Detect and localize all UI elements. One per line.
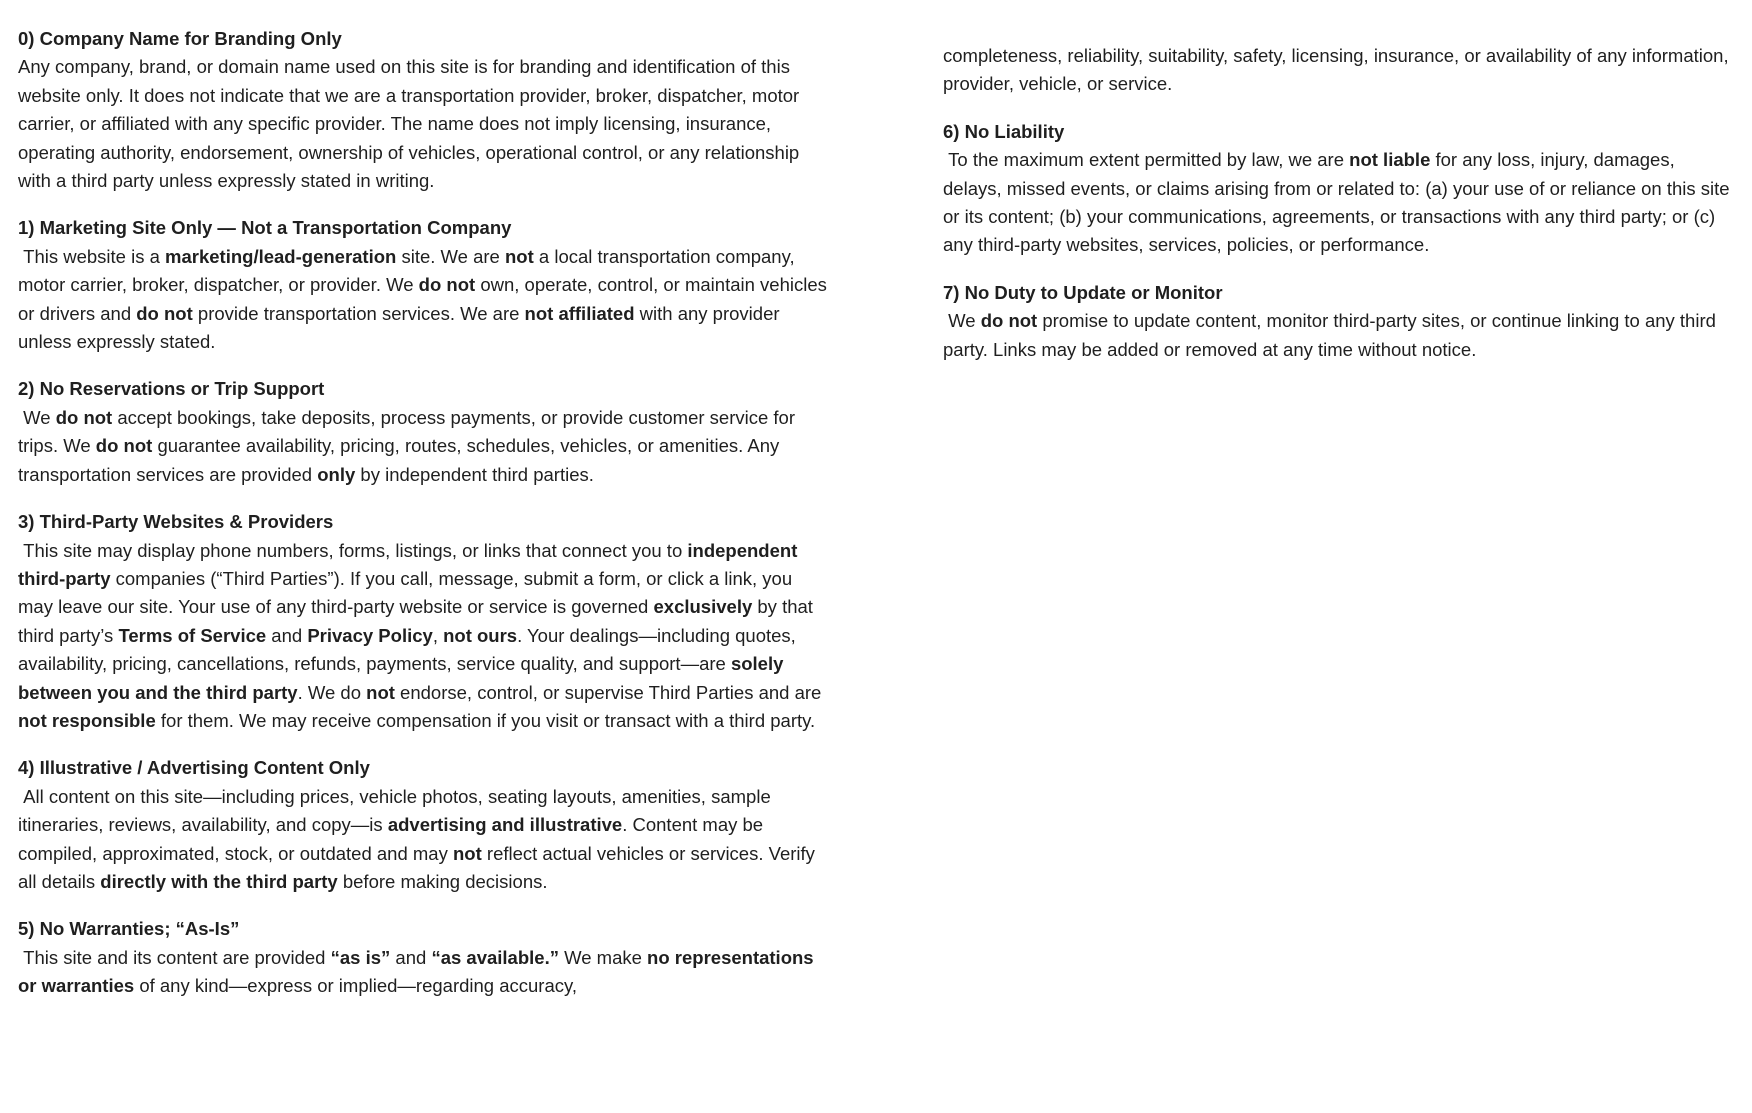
body-text: by that third party’s <box>18 596 819 646</box>
section-heading: 1) Marketing Site Only — Not a Transportation Company <box>18 217 512 239</box>
body-text: and <box>266 624 308 646</box>
emphasis-text: advertising and illustrative <box>387 814 623 836</box>
body-text: reflect actual vehicles or services. Verify all details <box>18 842 821 892</box>
body-text: site. We are <box>396 245 505 267</box>
body-text: promise to update content, monitor third-party sites, or continue linking to any third party. Links may be added or removed at any time without notice. <box>943 310 1722 360</box>
section-paragraph <box>943 146 1733 260</box>
emphasis-text: solely between you and the third party <box>18 653 789 703</box>
emphasis-text: do not <box>418 274 476 296</box>
section-paragraph <box>943 307 1733 364</box>
section-heading: 6) No Liability <box>943 120 1065 142</box>
section-heading: 0) Company Name for Branding Only <box>18 28 342 49</box>
section-heading: 5) No Warranties; “As-Is” <box>18 918 240 940</box>
emphasis-text: not ours <box>443 624 518 646</box>
emphasis-text: exclusively <box>653 596 753 618</box>
section-paragraph <box>18 783 832 897</box>
emphasis-text: directly with the third party <box>100 870 338 892</box>
body-text: To the maximum extent permitted by law, we are <box>943 149 1350 171</box>
emphasis-text: not liable <box>1349 149 1431 171</box>
body-text: endorse, control, or supervise Third Parties and are <box>394 681 827 703</box>
disclaimer-column-right <box>943 0 1733 383</box>
emphasis-text: not <box>505 245 534 267</box>
section-heading: 4) Illustrative / Advertising Content Only <box>18 757 370 779</box>
section-paragraph <box>18 53 832 195</box>
body-text: . Your dealings—including quotes, availability, pricing, cancellations, refunds, payments, service quality, and support—are <box>18 624 801 675</box>
emphasis-text: only <box>317 463 356 485</box>
body-text: This site and its content are provided <box>18 946 331 968</box>
body-text: before making decisions. <box>337 870 548 892</box>
body-text: a local transportation company, motor carrier, broker, dispatcher, or provider. We <box>18 245 800 296</box>
disclaimer-section <box>18 754 832 896</box>
emphasis-text: not <box>366 681 395 703</box>
body-text: This site may display phone numbers, forms, listings, or links that connect you to <box>18 539 688 561</box>
disclaimer-section <box>18 915 832 1000</box>
emphasis-text: “as is” <box>330 946 391 968</box>
emphasis-text: Privacy Policy <box>307 624 433 646</box>
emphasis-text: independent third-party <box>18 539 803 589</box>
body-text: This website is a <box>18 245 166 267</box>
emphasis-text: not responsible <box>18 709 156 731</box>
body-text: for any loss, injury, damages, delays, missed events, or claims arising from or related to: (a) your use of or reliance on this site or its content; (b) your communications, agreements, or transactions with any third party; or (c) any third-party websites, services, policies, or performance. <box>943 149 1735 256</box>
body-text: for them. We may receive compensation if you visit or transact with a third party. <box>155 709 816 731</box>
section-paragraph <box>18 537 832 736</box>
body-text: , <box>432 624 444 646</box>
body-text: companies (“Third Parties”). If you call, message, submit a form, or click a link, you may leave our site. Your use of any third-party website or service is governed <box>18 567 798 618</box>
emphasis-text: Terms of Service <box>118 624 267 646</box>
body-text: All content on this site—including prices, vehicle photos, seating layouts, amenities, sample itineraries, reviews, availability, and copy—is <box>18 785 776 836</box>
disclaimer-section <box>18 508 832 735</box>
emphasis-text: not affiliated <box>524 302 635 324</box>
body-text: accept bookings, take deposits, process payments, or provide customer service for trips. We <box>18 406 801 457</box>
section-heading: 7) No Duty to Update or Monitor <box>943 281 1223 303</box>
emphasis-text: do not <box>136 302 193 324</box>
body-text: by independent third parties. <box>355 463 594 485</box>
body-text: and <box>390 946 432 968</box>
body-text: of any kind—express or implied—regarding accuracy, <box>134 975 578 997</box>
disclaimer-section <box>943 42 1733 99</box>
body-text: guarantee availability, pricing, routes, schedules, vehicles, or amenities. Any transportation services are provided <box>18 435 785 485</box>
body-text: We <box>943 310 981 332</box>
emphasis-text: no representations or warranties <box>18 946 819 997</box>
body-text: own, operate, control, or maintain vehicles or drivers and <box>18 274 833 324</box>
body-text: . Content may be compiled, approximated, stock, or outdated and may <box>18 814 769 864</box>
emphasis-text: marketing/lead-generation <box>165 245 397 267</box>
emphasis-text: not <box>453 842 482 864</box>
body-text: Any company, brand, or domain name used on this site is for branding and identification of this website only. It does not indicate that we are a transportation provider, broker, dispatcher, motor carrier, or affiliated with any specific provider. The name does not imply licensing, insurance, operating authority, endorsement, ownership of vehicles, operational control, or any relationship with a third party unless expressly stated in writing. <box>18 56 805 192</box>
disclaimer-section <box>18 375 832 489</box>
body-text: completeness, reliability, suitability, safety, licensing, insurance, or availability of any information, provider, vehicle, or service. <box>943 45 1734 95</box>
emphasis-text: do not <box>95 435 153 457</box>
disclaimer-section <box>18 214 832 356</box>
emphasis-text: do not <box>980 310 1038 332</box>
body-text: We make <box>558 946 648 968</box>
disclaimer-column-left <box>18 0 832 1020</box>
emphasis-text: do not <box>55 406 113 428</box>
disclaimer-section <box>18 25 832 195</box>
body-text: We <box>18 406 56 428</box>
body-text: with any provider unless expressly stated. <box>18 302 785 353</box>
disclaimer-section <box>943 118 1733 260</box>
disclaimer-section <box>943 279 1733 364</box>
section-paragraph <box>943 42 1733 99</box>
section-heading: 2) No Reservations or Trip Support <box>18 378 325 400</box>
section-paragraph <box>18 944 832 1001</box>
emphasis-text: “as available.” <box>431 946 559 968</box>
body-text: . We do <box>297 681 367 703</box>
section-paragraph <box>18 404 832 489</box>
section-heading: 3) Third-Party Websites & Providers <box>18 511 334 533</box>
body-text: provide transportation services. We are <box>192 302 525 324</box>
section-paragraph <box>18 243 832 357</box>
